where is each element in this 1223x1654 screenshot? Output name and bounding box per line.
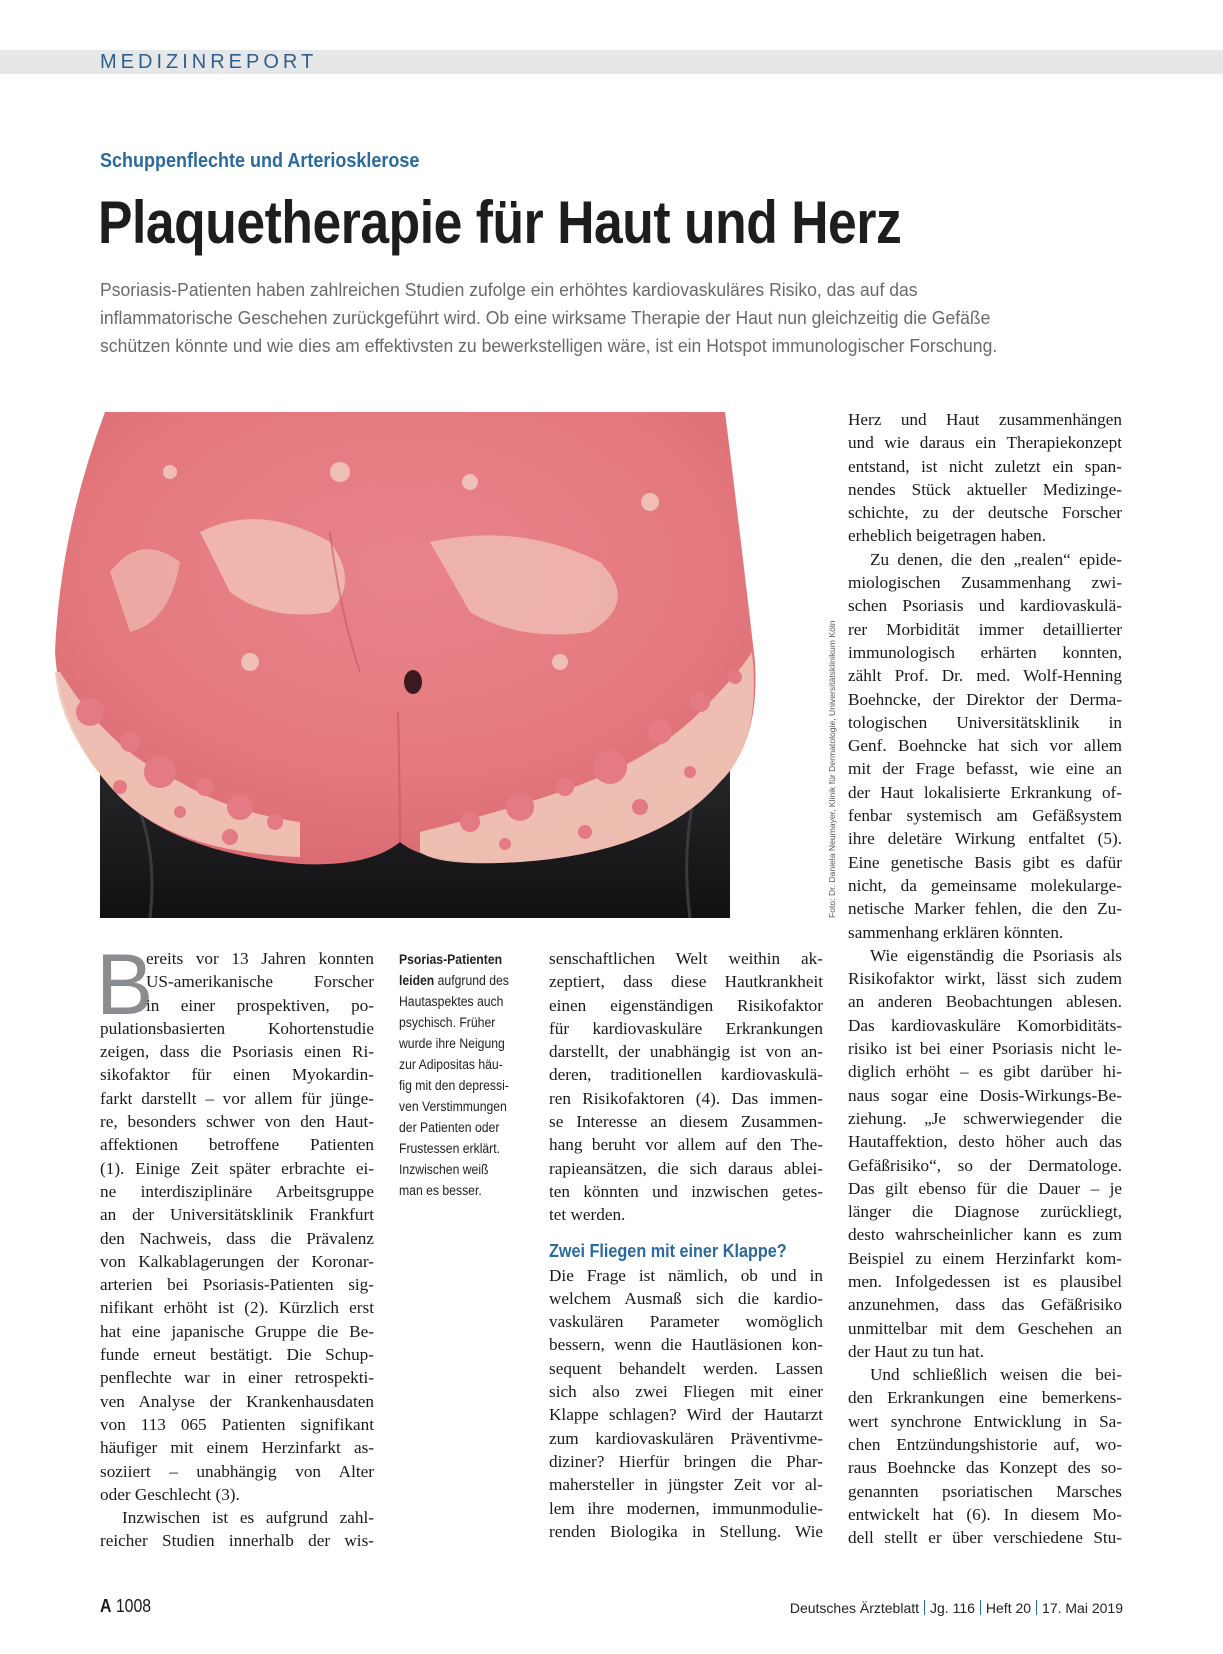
body-line: in einer prospektiven, po-	[146, 995, 374, 1015]
body-line: zum kardiovaskulären Präventivme-	[549, 1428, 823, 1448]
journal-volume: Jg. 116	[930, 1600, 975, 1616]
lead-line: schützen könnte und wie dies am effektivsten zu bewerkstelligen wäre, ist ein Hotspot immunologischer Forschung.	[100, 335, 998, 356]
pull-quote-bold: leiden	[399, 973, 435, 989]
body-line: miologischen Zusammenhang zwi-	[848, 573, 1122, 593]
body-line: zählt Prof. Dr. med. Wolf-Henning	[848, 666, 1122, 686]
pull-quote	[399, 950, 529, 1202]
body-line: sammenhang erklären könnten.	[848, 922, 1064, 942]
body-line: nifikant erhöht ist (2). Kürzlich erst	[100, 1298, 374, 1318]
article-title: Plaquetherapie für Haut und Herz	[98, 189, 902, 256]
body-line: Hautaffektion, desto höher auch das	[848, 1132, 1122, 1152]
photo-credit: Foto: Dr. Daniela Neumayer, Klinik für Dermatologie, Universitätsklinikum Köln	[827, 620, 837, 918]
body-line: für kardiovaskuläre Erkrankungen	[549, 1018, 823, 1038]
body-line: ten könnten und inzwischen getes-	[549, 1181, 823, 1201]
body-line: hang beruht vor allem auf den The-	[549, 1135, 823, 1155]
pull-quote-line: Inzwischen weiß	[399, 1162, 489, 1178]
body-line: den Erkrankungen eine bemerkens-	[848, 1388, 1122, 1408]
body-column-2	[549, 947, 823, 1543]
body-line: farkt darstellt – vor allem für jünge-	[100, 1088, 374, 1108]
journal-info	[790, 1600, 1123, 1616]
body-line: ziehung. „Je schwerwiegender die	[848, 1108, 1122, 1128]
article-kicker: Schuppenflechte und Arteriosklerose	[100, 150, 420, 172]
body-line: Und schließlich weisen die bei-	[870, 1365, 1122, 1385]
body-line: penflechte war in einer retrospekti-	[100, 1368, 374, 1388]
body-line: pulationsbasierten Kohortenstudie	[100, 1018, 374, 1038]
article-photo	[0, 412, 780, 918]
article-lead	[100, 276, 1163, 360]
body-line: entwickelt hat (6). In diesem Mo-	[848, 1504, 1122, 1524]
body-line: entstand, ist nicht zuletzt ein span-	[848, 456, 1122, 476]
body-line: rapieansätzen, die sich daraus ablei-	[549, 1158, 823, 1178]
lead-line: Psoriasis-Patienten haben zahlreichen Studien zufolge ein erhöhtes kardiovaskuläres Risiko, das auf das	[100, 279, 918, 300]
body-line: senschaftlichen Welt weithin ak-	[549, 949, 823, 968]
body-line: Gefäßrisiko“, so der Dermatologe.	[848, 1155, 1122, 1175]
body-line: Das gilt ebenso für die Dauer – je	[848, 1178, 1122, 1198]
body-line: schen Psoriasis und kardiovaskulä-	[848, 596, 1122, 616]
body-line: Das kardiovaskuläre Komorbiditäts-	[848, 1015, 1122, 1035]
body-line: an anderen Beobachtungen ablesen.	[848, 992, 1122, 1012]
journal-name: Deutsches Ärzteblatt	[789, 1600, 920, 1616]
body-line: wert synchrone Entwicklung in Sa-	[848, 1411, 1122, 1431]
journal-date: 17. Mai 2019	[1042, 1600, 1123, 1616]
body-line: Eine genetische Basis gibt es dafür	[848, 852, 1122, 872]
body-line: immunologisch erhärten konnten,	[848, 642, 1122, 662]
body-line: naus sogar eine Dosis-Wirkungs-Be-	[848, 1085, 1122, 1105]
body-line: mit der Frage befasst, wie eine an	[848, 759, 1122, 779]
pull-quote-text: aufgrund des	[434, 973, 509, 989]
body-line: Genf. Boehncke hat sich vor allem	[848, 736, 1122, 756]
body-line: länger die Diagnose zurückliegt,	[848, 1202, 1122, 1222]
body-line: bessern, wenn die Hautläsionen kon-	[549, 1335, 823, 1355]
body-line: ren Risikofaktoren (4). Das immen-	[549, 1088, 823, 1108]
body-line: arterien bei Psoriasis-Patienten sig-	[100, 1275, 374, 1295]
body-line: Herz und Haut zusammenhängen	[848, 410, 1122, 429]
body-line: Beispiel zu einem Herzinfarkt kom-	[848, 1248, 1122, 1268]
body-line: von Kalkablagerungen der Koronar-	[100, 1251, 374, 1271]
lead-line: inflammatorische Geschehen zurückgeführt wird. Ob eine wirksame Therapie der Haut nun gleichzeitig die Gefäße	[100, 307, 991, 328]
body-line: anzunehmen, dass das Gefäßrisiko	[848, 1295, 1122, 1315]
body-line: ne interdisziplinäre Arbeitsgruppe	[100, 1181, 374, 1201]
body-line: se Interesse an diesem Zusammen-	[549, 1112, 823, 1132]
body-line: und wie daraus ein Therapiekonzept	[848, 433, 1122, 453]
body-line: fenbar systemisch am Gefäßsystem	[848, 806, 1122, 826]
body-line: dell stellt er über verschiedene Stu-	[848, 1528, 1122, 1548]
body-line: netische Marker fehlen, die den Zu-	[848, 899, 1122, 919]
pull-quote-line: wurde ihre Neigung	[399, 1036, 505, 1052]
body-line: soziiert – unabhängig von Alter	[100, 1461, 374, 1481]
section-subhead: Zwei Fliegen mit einer Klappe?	[549, 1240, 787, 1261]
body-line: unmittelbar mit dem Geschehen an	[848, 1318, 1122, 1338]
body-line: raus Boehncke das Konzept des so-	[848, 1458, 1122, 1478]
body-line: vaskulären Parameter womöglich	[549, 1312, 823, 1332]
body-line: re, besonders schwer von den Haut-	[100, 1112, 374, 1132]
body-line: darstellt, der unabhängig ist von an-	[549, 1042, 823, 1062]
body-line: zeptiert, dass diese Hautkrankheit	[549, 972, 823, 992]
body-line: an der Universitätsklinik Frankfurt	[100, 1205, 374, 1225]
body-line: ereits vor 13 Jahren konnten	[146, 949, 374, 968]
body-line: US-amerikanische Forscher	[146, 972, 374, 992]
body-line: mahersteller in jüngster Zeit vor al-	[549, 1475, 823, 1495]
body-line: affektionen betroffene Patienten	[100, 1135, 374, 1155]
body-line: sich also zwei Fliegen mit einer	[549, 1382, 823, 1402]
body-line: nendes Stück aktueller Medizinge-	[848, 479, 1122, 499]
footer-separator	[1036, 1600, 1037, 1615]
body-line: Zu denen, die den „realen“ epide-	[870, 549, 1122, 569]
journal-issue: Heft 20	[985, 1600, 1032, 1616]
body-line: häufiger mit einem Herzinfarkt as-	[100, 1438, 374, 1458]
body-line: sequent behandelt werden. Lassen	[549, 1358, 823, 1378]
body-line: den Nachweis, dass die Prävalenz	[100, 1228, 374, 1248]
drop-cap: B	[96, 937, 154, 1033]
footer-separator	[980, 1600, 981, 1615]
body-line: funde erneut bestätigt. Die Schup-	[100, 1345, 374, 1365]
page-number	[100, 1596, 151, 1617]
body-line: der Haut lokalisierte Erkrankung of-	[848, 782, 1122, 802]
pull-quote-line: ven Verstimmungen	[399, 1099, 507, 1115]
body-line: sikofaktor für einen Myokardin-	[100, 1065, 374, 1085]
body-line: deren, traditionellen kardiovaskulä-	[549, 1065, 823, 1085]
body-line: (1). Einige Zeit später erbrachte ei-	[100, 1158, 374, 1178]
body-line: oder Geschlecht (3).	[100, 1484, 240, 1504]
pull-quote-line: Frustessen erklärt.	[399, 1141, 501, 1157]
page-number-value: 1008	[115, 1596, 152, 1616]
body-line: lem ihre modernen, immunmodulie-	[549, 1498, 823, 1518]
body-line: diziner? Hierfür bringen die Phar-	[549, 1451, 823, 1471]
body-line: einen eigenständigen Risikofaktor	[549, 995, 823, 1015]
body-line: von 113 065 Patienten signifikant	[100, 1414, 374, 1434]
body-column-3	[848, 408, 1122, 1550]
body-line: reicher Studien innerhalb der wis-	[100, 1531, 374, 1551]
body-line: nicht, da gemeinsame molekularge-	[848, 875, 1122, 895]
pull-quote-line: zur Adipositas häu-	[399, 1057, 503, 1073]
body-line: risiko ist bei einer Psoriasis nicht le-	[848, 1039, 1122, 1059]
pull-quote-line: der Patienten oder	[399, 1120, 500, 1136]
pull-quote-line: Hautaspektes auch	[399, 994, 504, 1010]
body-line: tologischen Universitätsklinik in	[848, 712, 1122, 732]
body-line: ven Analyse der Krankenhausdaten	[100, 1391, 374, 1411]
body-line: Die Frage ist nämlich, ob und in	[549, 1265, 823, 1285]
body-line: desto wahrscheinlicher kann es zum	[848, 1225, 1122, 1245]
body-line: diglich erhöht – es gibt darüber hi-	[848, 1062, 1122, 1082]
footer-separator	[924, 1600, 925, 1615]
body-line: ihre deletäre Wirkung entfaltet (5).	[848, 829, 1122, 849]
body-line: renden Biologika in Stellung. Wie	[549, 1521, 823, 1541]
pull-quote-line: psychisch. Früher	[399, 1015, 496, 1031]
pull-quote-line: man es besser.	[399, 1183, 482, 1199]
body-line: Klappe schlagen? Wird der Hautarzt	[549, 1405, 823, 1425]
body-line: Wie eigenständig die Psoriasis als	[870, 945, 1122, 965]
body-line: erheblich beigetragen haben.	[848, 526, 1047, 546]
section-label: MEDIZINREPORT	[100, 51, 318, 73]
pull-quote-bold: Psorias-Patienten	[399, 952, 503, 968]
body-column-1	[100, 947, 374, 1553]
body-line: rer Morbidität immer detaillierter	[848, 619, 1122, 639]
body-line: Risikofaktor wirkt, lässt sich zudem	[848, 969, 1122, 989]
page-prefix: A	[100, 1596, 112, 1616]
pull-quote-line: fig mit den depressi-	[399, 1078, 509, 1094]
body-line: der Haut zu tun hat.	[848, 1341, 985, 1361]
body-line: Inzwischen ist es aufgrund zahl-	[122, 1508, 374, 1528]
body-line: Boehncke, der Direktor der Derma-	[848, 689, 1122, 709]
body-line: welchem Ausmaß sich die kardio-	[549, 1288, 823, 1308]
body-line: tet werden.	[549, 1205, 626, 1225]
body-line: men. Infolgedessen ist es plausibel	[848, 1271, 1122, 1291]
body-line: chen Entzündungshistorie auf, wo-	[848, 1435, 1122, 1455]
body-line: zeigen, dass die Psoriasis einen Ri-	[100, 1042, 374, 1062]
body-line: genannten psoriatischen Marsches	[848, 1481, 1122, 1501]
body-line: hat eine japanische Gruppe die Be-	[100, 1321, 374, 1341]
body-line: schichte, zu der deutsche Forscher	[848, 503, 1122, 523]
